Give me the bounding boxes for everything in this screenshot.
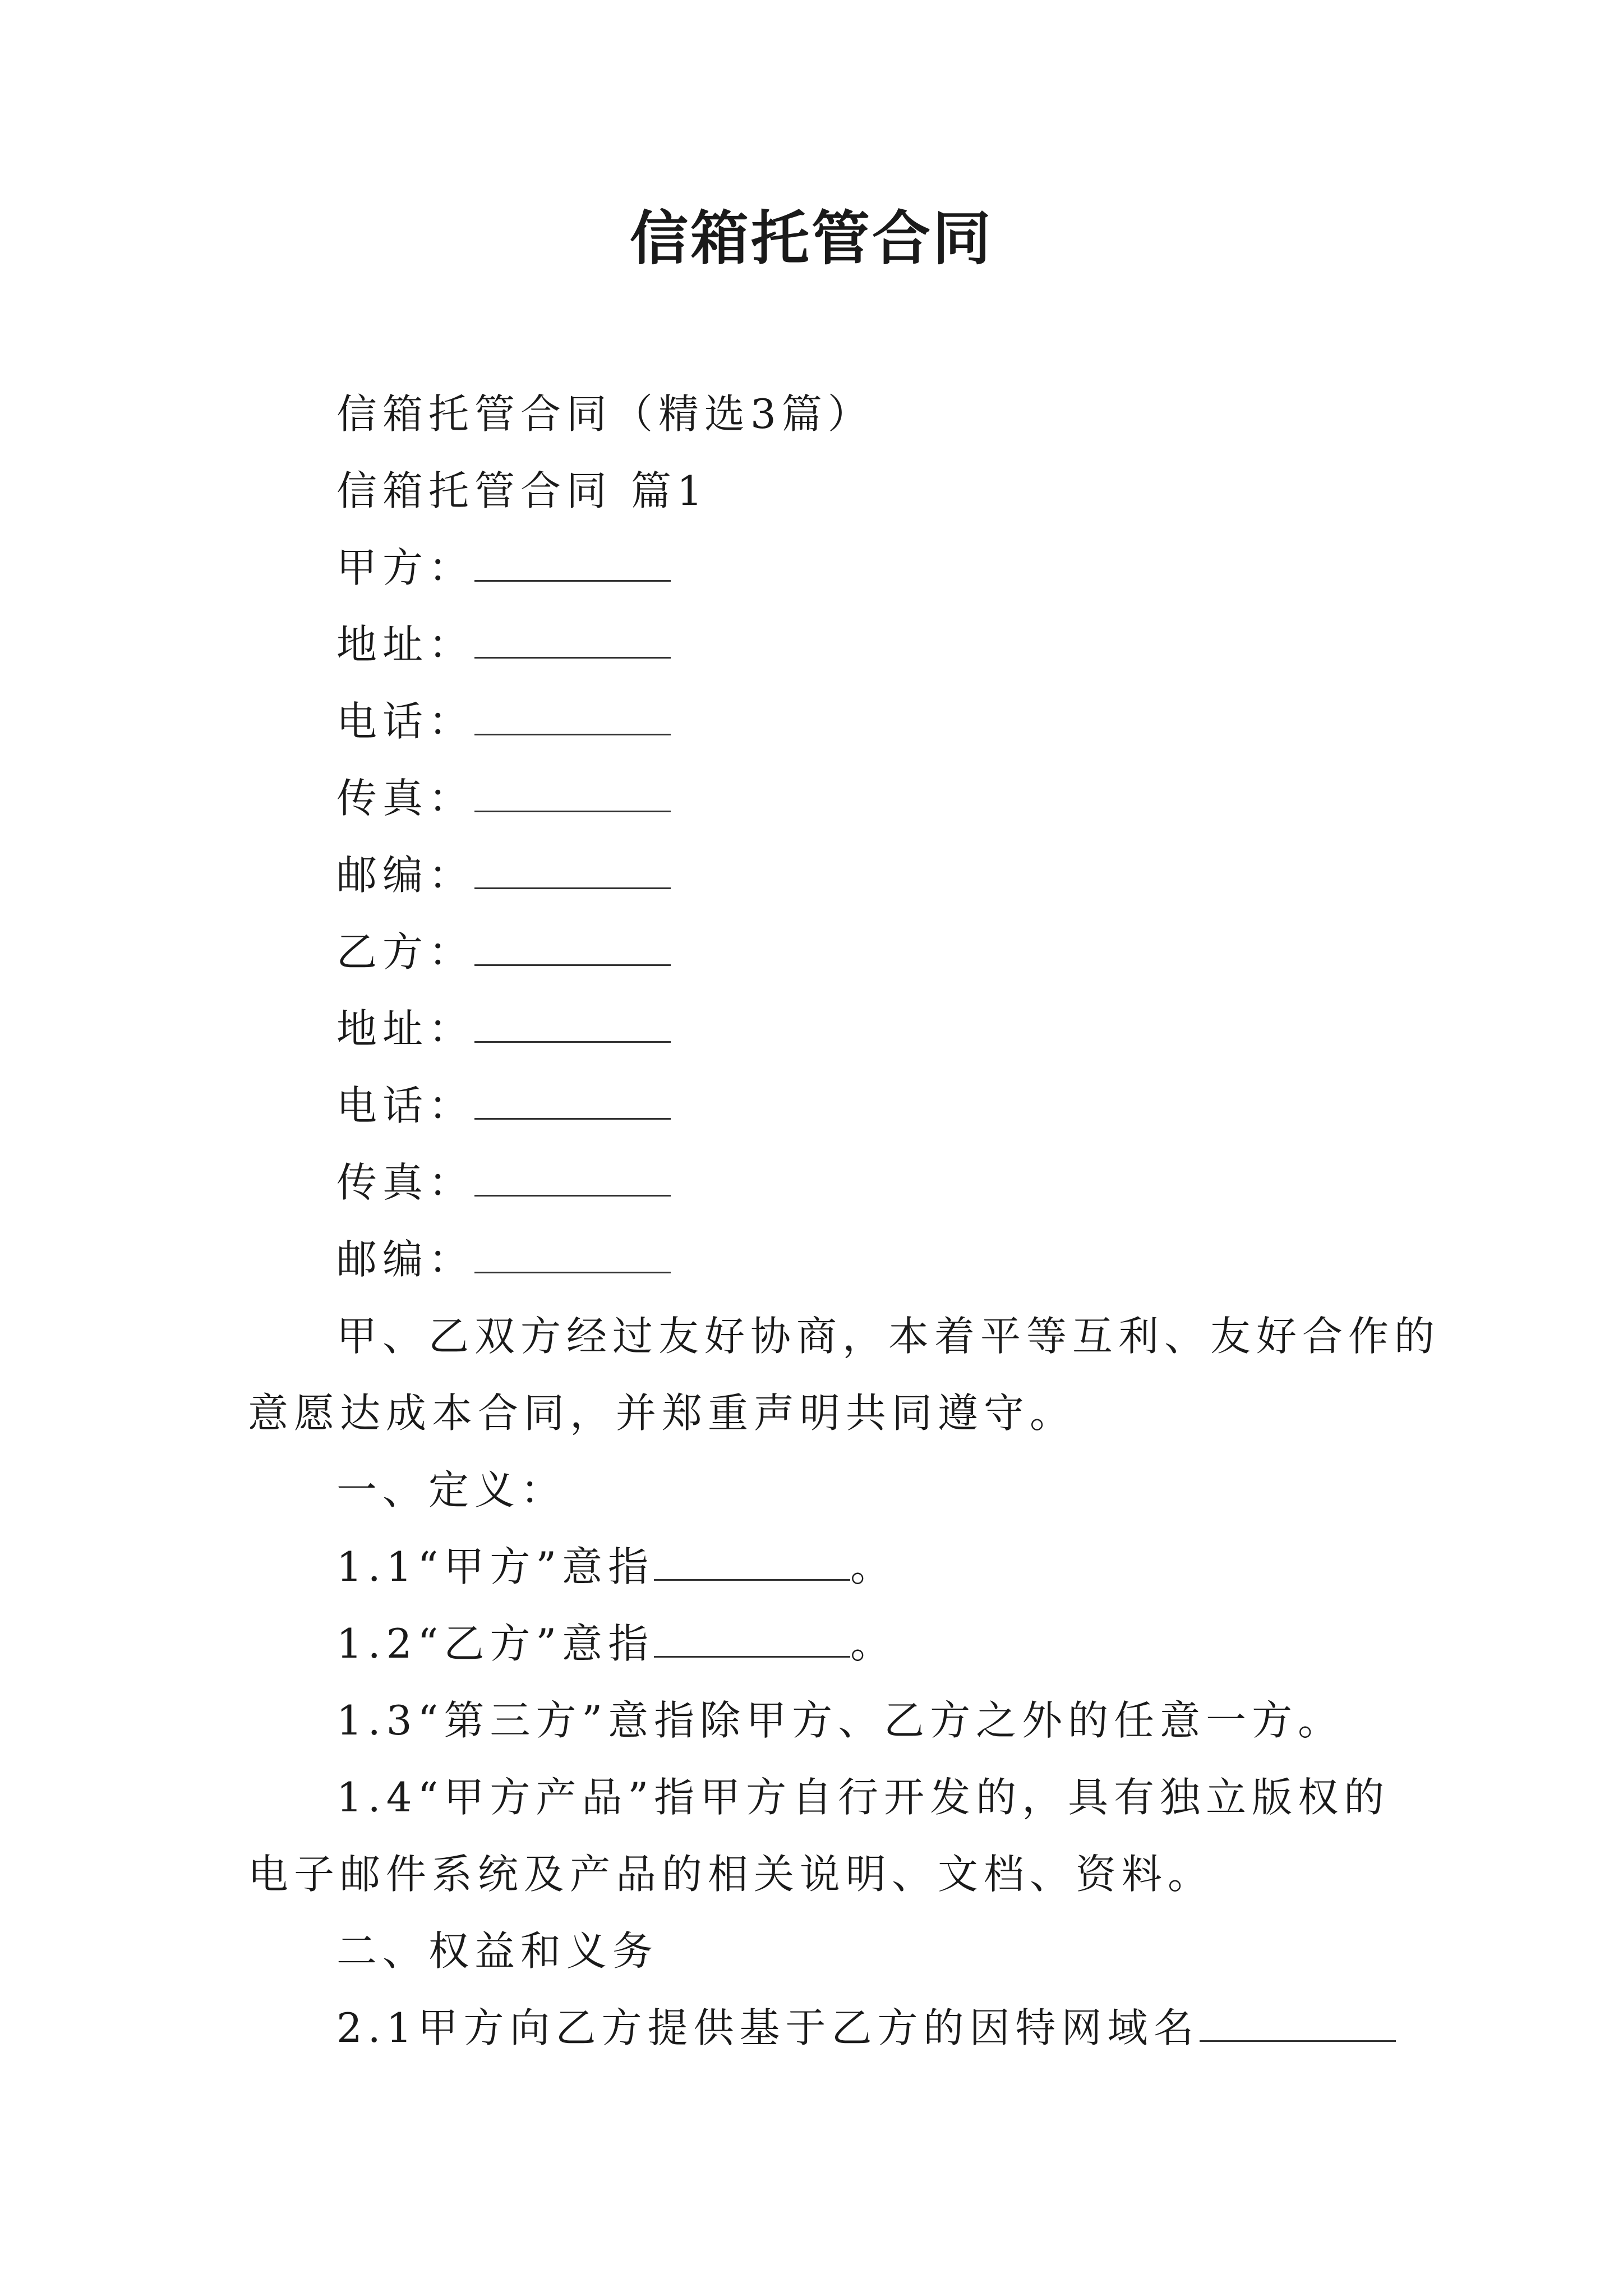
field-label: 邮编： <box>336 852 475 899</box>
field-party-a-fax <box>336 770 671 826</box>
rights-heading: 二、权益和义务 <box>336 1927 659 1975</box>
document-title: 信箱托管合同 <box>629 204 993 273</box>
fill-in-blank <box>474 930 671 966</box>
field-party-a-postcode <box>336 847 671 903</box>
definition-text: 1.1“甲方”意指 <box>336 1543 654 1590</box>
definitions-heading: 一、定义： <box>336 1466 567 1513</box>
field-party-a <box>336 540 671 596</box>
fill-in-blank <box>654 1621 850 1658</box>
fill-in-blank <box>474 1006 671 1043</box>
field-party-b-fax <box>336 1154 671 1211</box>
fill-in-blank <box>474 1160 671 1197</box>
field-party-b-postcode <box>336 1231 671 1287</box>
fill-in-blank <box>474 853 671 889</box>
field-label: 电话： <box>336 1082 475 1129</box>
fill-in-blank <box>474 545 671 582</box>
field-party-b-address <box>336 1001 671 1057</box>
intro-paragraph-line2: 意愿达成本合同，并郑重声明共同遵守。 <box>248 1389 1076 1437</box>
field-label: 地址： <box>336 1005 475 1052</box>
fill-in-blank <box>474 1237 671 1273</box>
definition-1-2 <box>336 1616 896 1672</box>
fill-in-blank <box>474 699 671 735</box>
rights-2-1 <box>336 2000 1396 2056</box>
field-party-a-phone <box>336 693 671 749</box>
field-label: 传真： <box>336 775 475 822</box>
period: 。 <box>850 1620 897 1667</box>
field-label: 甲方： <box>336 544 475 591</box>
fill-in-blank <box>1200 2005 1396 2042</box>
definition-text: 1.2“乙方”意指 <box>336 1620 654 1667</box>
definition-1-1 <box>336 1539 896 1595</box>
fill-in-blank <box>474 776 671 812</box>
period: 。 <box>850 1543 897 1590</box>
fill-in-blank <box>474 622 671 659</box>
intro-paragraph-line1: 甲、乙双方经过友好协商，本着平等互利、友好合作的 <box>336 1313 1441 1360</box>
field-label: 乙方： <box>336 928 475 976</box>
section-heading: 信箱托管合同 篇1 <box>336 467 708 514</box>
field-party-b <box>336 924 671 980</box>
field-label: 地址： <box>336 621 475 668</box>
fill-in-blank <box>474 1083 671 1120</box>
field-label: 传真： <box>336 1159 475 1206</box>
fill-in-blank <box>654 1544 850 1581</box>
definition-1-3: 1.3“第三方”意指除甲方、乙方之外的任意一方。 <box>336 1697 1344 1744</box>
field-party-b-phone <box>336 1078 671 1134</box>
definition-1-4-line2: 电子邮件系统及产品的相关说明、文档、资料。 <box>248 1851 1214 1898</box>
field-party-a-address <box>336 616 671 673</box>
field-label: 电话： <box>336 698 475 745</box>
field-label: 邮编： <box>336 1236 475 1283</box>
subtitle: 信箱托管合同（精选3篇） <box>336 390 874 438</box>
definition-1-4-line1: 1.4“甲方产品”指甲方自行开发的，具有独立版权的 <box>336 1774 1390 1821</box>
rights-text: 2.1甲方向乙方提供基于乙方的因特网域名 <box>336 2004 1200 2051</box>
